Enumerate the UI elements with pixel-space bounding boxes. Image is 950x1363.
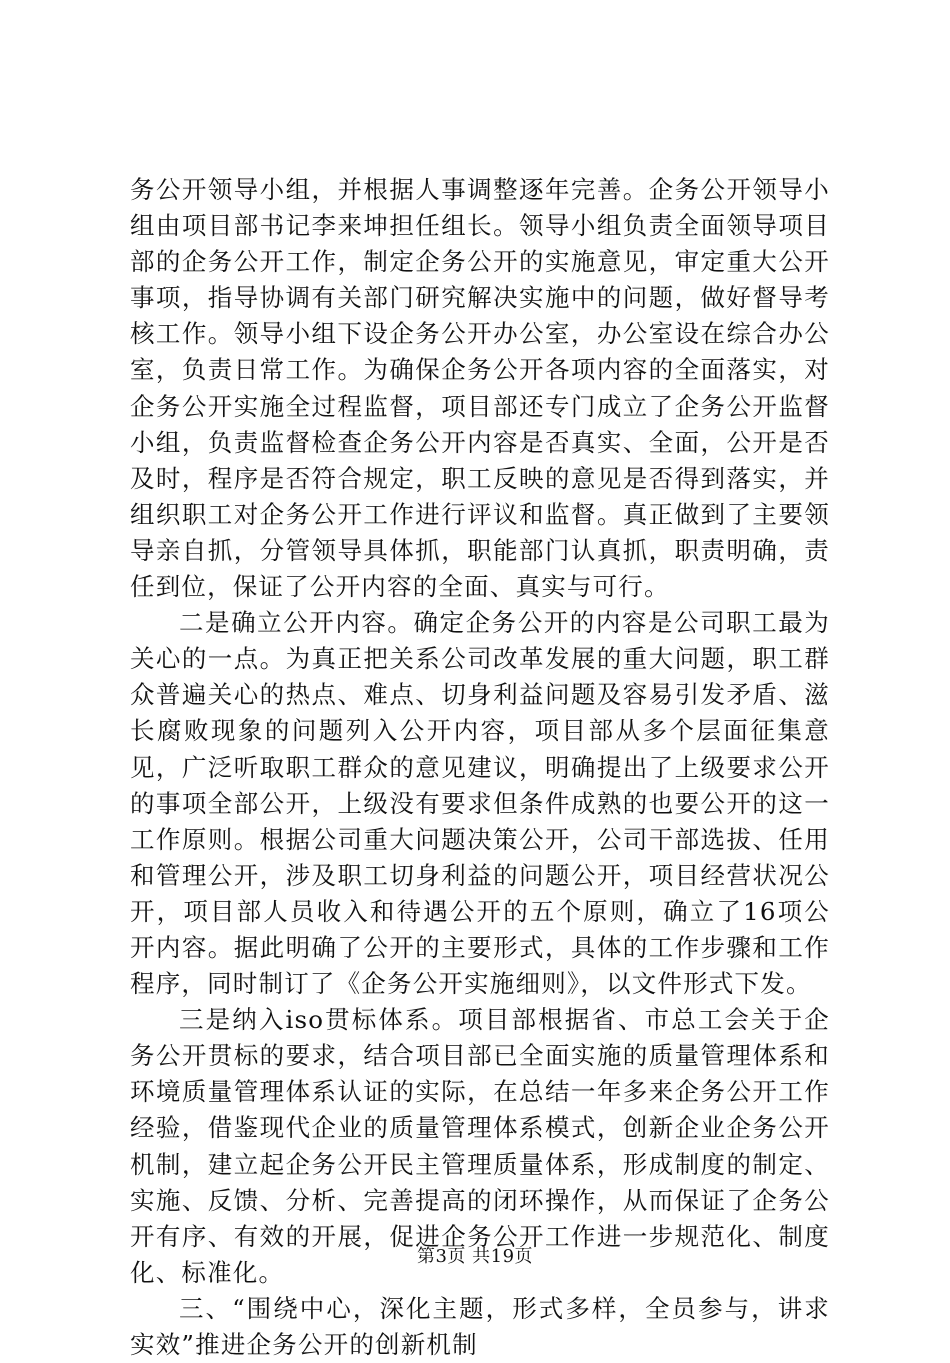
document-body (130, 172, 830, 1363)
paragraph-iso-system: 三是纳入iso贯标体系。项目部根据省、市总工会关于企务公开贯标的要求，结合项目部已全面实施的质量管理体系和环境质量管理体系认证的实际，在总结一年多来企务公开工作经验，借鉴现代企业的质量管理体系模式，创新企业企务公开机制，建立起企务公开民主管理质量体系，形成制度的制定、实施、反馈、分析、完善提高的闭环操作，从而保证了企务公开有序、有效的开展，促进企务公开工作进一步规范化、制度化、标准化。 (130, 1005, 830, 1287)
page-number-footer: 第3页 共19页 (416, 1246, 534, 1267)
paragraph-content-scope: 二是确立公开内容。确定企务公开的内容是公司职工最为关心的一点。为真正把关系公司改革发展的重大问题，职工群众普遍关心的热点、难点、切身利益问题及容易引发矛盾、滋长腐败现象的问题列入公开内容，项目部从多个层面征集意见，广泛听取职工群众的意见建议，明确提出了上级要求公开的事项全部公开，上级没有要求但条件成熟的也要公开的这一工作原则。根据公司重大问题决策公开，公司干部选拔、任用和管理公开，涉及职工切身利益的问题公开，项目经营状况公开，项目部人员收入和待遇公开的五个原则，确立了16项公开内容。据此明确了公开的主要形式，具体的工作步骤和工作程序，同时制订了《企务公开实施细则》，以文件形式下发。 (130, 608, 830, 999)
section-heading-3: 三、“围绕中心，深化主题，形式多样，全员参与，讲求实效”推进企务公开的创新机制 (130, 1293, 830, 1359)
paragraph-continuation: 务公开领导小组，并根据人事调整逐年完善。企务公开领导小组由项目部书记李来坤担任组长。领导小组负责全面领导项目部的企务公开工作，制定企务公开的实施意见，审定重大公开事项，指导协调有关部门研究解决实施中的问题，做好督导考核工作。领导小组下设企务公开办公室，办公室设在综合办公室，负责日常工作。为确保企务公开各项内容的全面落实，对企务公开实施全过程监督，项目部还专门成立了企务公开监督小组，负责监督检查企务公开内容是否真实、全面，公开是否及时，程序是否符合规定，职工反映的意见是否得到落实，并组织职工对企务公开工作进行评议和监督。真正做到了主要领导亲自抓，分管领导具体抓，职能部门认真抓，职责明确，责任到位，保证了公开内容的全面、真实与可行。 (130, 175, 830, 602)
